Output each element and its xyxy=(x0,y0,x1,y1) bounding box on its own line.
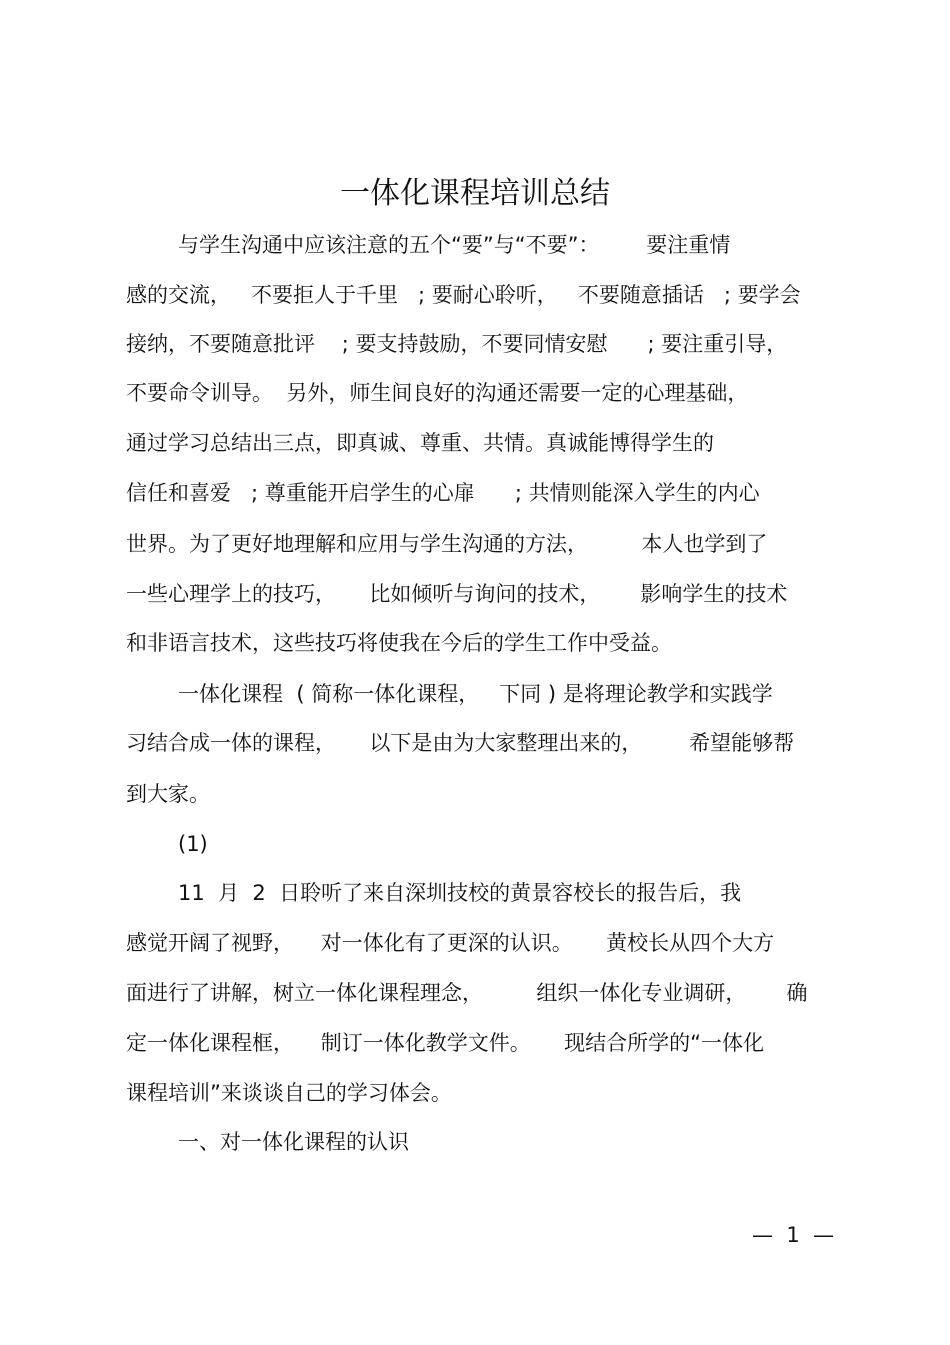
section-heading: 一、对一体化课程的认识 xyxy=(178,1130,409,1154)
paragraph-line: 信任和喜爱 ; 尊重能开启学生的心扉 ; 共情则能深入学生的内心 xyxy=(126,481,760,505)
paragraph-line: 感的交流， 不要拒人于千里 ; 要耐心聆听， 不要随意插话 ; 要学会 xyxy=(126,283,801,307)
paragraph-line: 通过学习总结出三点，即真诚、尊重、共情。真诚能博得学生的 xyxy=(126,431,714,455)
paragraph-line: 接纳，不要随意批评 ; 要支持鼓励，不要同情安慰 ; 要注重引导， xyxy=(126,332,788,356)
paragraph-line: 11 月 2 日聆听了来自深圳技校的黄景容校长的报告后，我 xyxy=(178,881,742,905)
paragraph-line: (1) xyxy=(178,832,208,856)
paragraph-line: 世界。为了更好地理解和应用与学生沟通的方法， 本人也学到了 xyxy=(126,532,768,556)
paragraph-line: 面进行了讲解，树立一体化课程理念， 组织一体化专业调研， 确 xyxy=(126,981,808,1005)
paragraph-line: 不要命令训导。 另外，师生间良好的沟通还需要一定的心理基础， xyxy=(126,381,749,405)
page-number: — 1 — xyxy=(752,1223,835,1247)
paragraph-line: 和非语言技术，这些技巧将使我在今后的学生工作中受益。 xyxy=(126,631,672,655)
paragraph-line: 定一体化课程框， 制订一体化教学文件。 现结合所学的“一体化 xyxy=(126,1031,764,1055)
paragraph-line: 课程培训”来谈谈自己的学习体会。 xyxy=(126,1081,452,1105)
paragraph-line: 感觉开阔了视野， 对一体化有了更深的认识。 黄校长从四个大方 xyxy=(126,931,775,955)
paragraph-line: 习结合成一体的课程， 以下是由为大家整理出来的， 希望能够帮 xyxy=(126,731,795,755)
paragraph-line: 一些心理学上的技巧， 比如倾听与询问的技术， 影响学生的技术 xyxy=(126,582,788,606)
paragraph-line: 与学生沟通中应该注意的五个“要”与“不要”： 要注重情 xyxy=(178,233,731,257)
paragraph-line: 一体化课程 ( 简称一体化课程， 下同 ) 是将理论教学和实践学 xyxy=(178,682,773,706)
paragraph-line: 到大家。 xyxy=(126,782,210,806)
document-title: 一体化课程培训总结 xyxy=(340,176,610,211)
